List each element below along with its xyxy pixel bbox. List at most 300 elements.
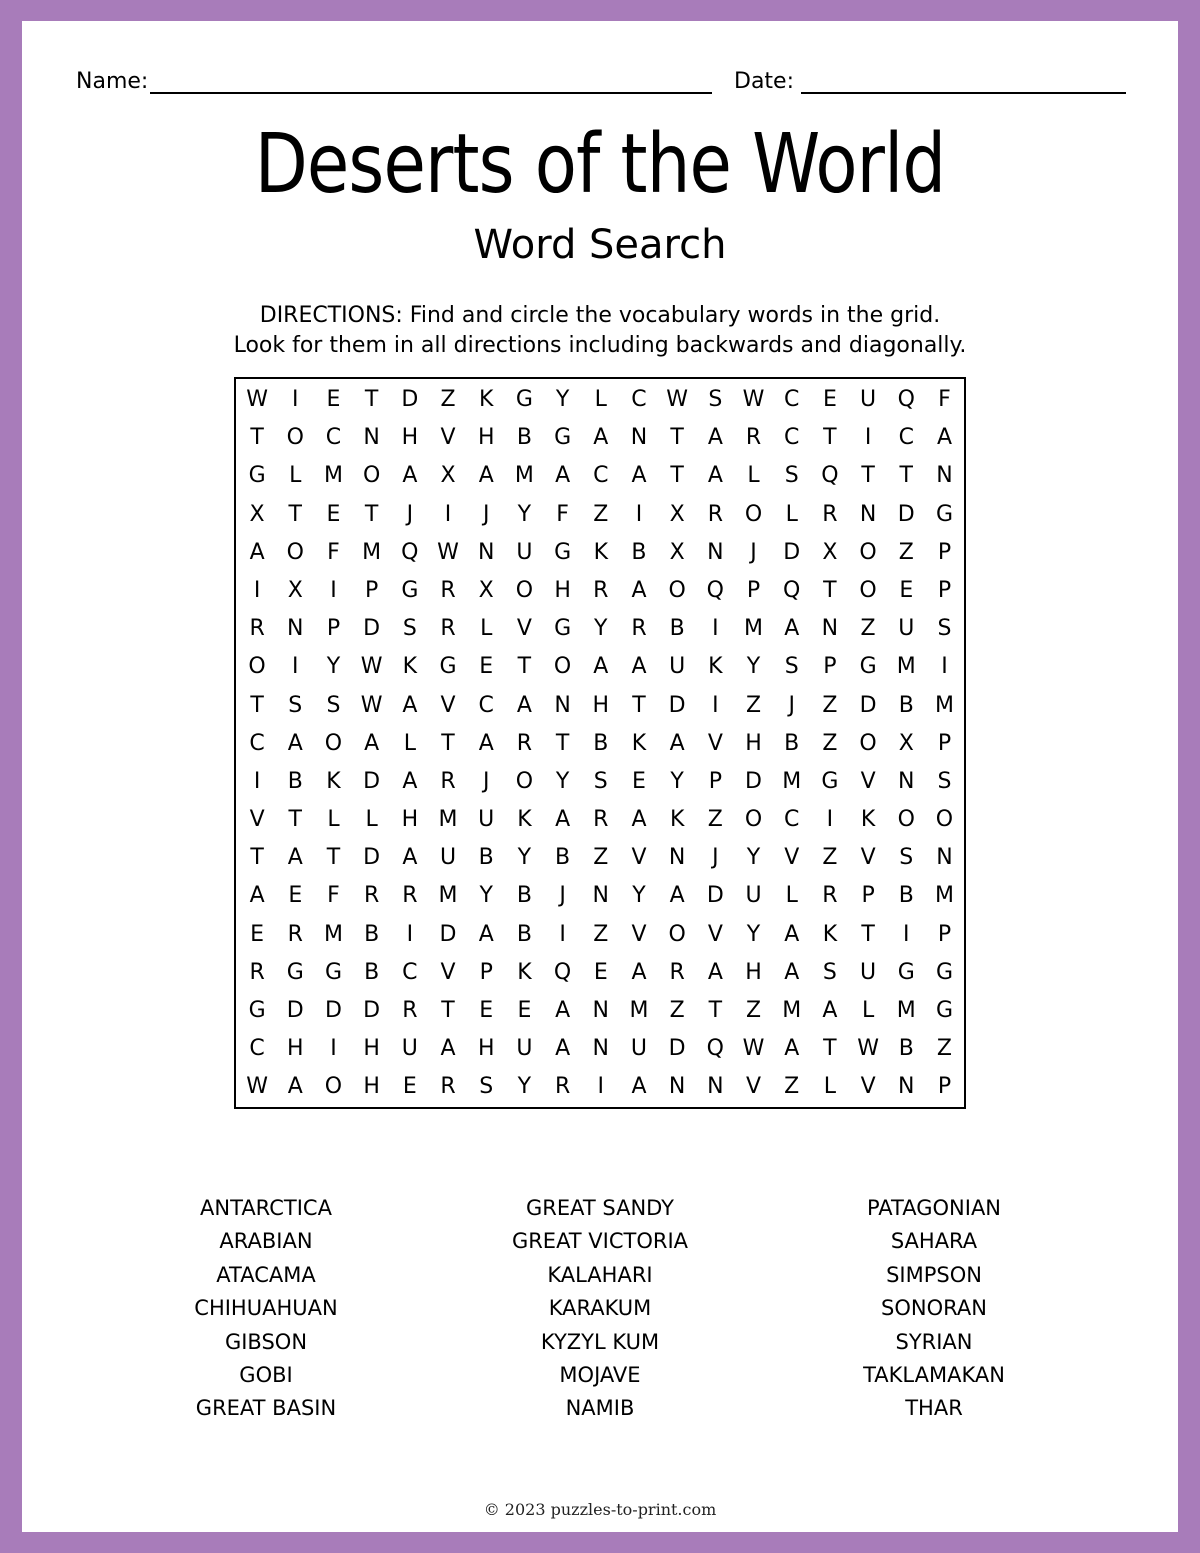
grid-letter: W — [437, 539, 459, 565]
grid-letter: S — [784, 654, 799, 680]
grid-letter: N — [287, 616, 304, 642]
grid-letter: M — [744, 616, 764, 642]
grid-letter: M — [782, 768, 802, 794]
grid-letter: A — [631, 654, 647, 680]
grid-letter: M — [782, 998, 802, 1023]
grid-letter: T — [861, 921, 875, 947]
grid-letter: O — [324, 1074, 343, 1100]
grid-letter: Y — [746, 654, 761, 680]
grid-letter: T — [823, 577, 837, 603]
grid-letter: O — [859, 539, 877, 565]
grid-letter: R — [516, 730, 533, 756]
grid-letter: I — [597, 1074, 605, 1100]
grid-letter: U — [630, 1036, 648, 1062]
grid-letter: C — [631, 387, 647, 412]
grid-letter: P — [326, 616, 341, 642]
grid-letter: R — [364, 883, 380, 909]
grid-letter: G — [439, 654, 457, 680]
word-list-item: TAKLAMAKAN — [863, 1363, 1005, 1388]
grid-letter: D — [363, 845, 381, 871]
grid-letter: S — [822, 959, 837, 985]
grid-letter: N — [936, 463, 953, 489]
grid-letter: D — [363, 768, 381, 794]
grid-letter: R — [554, 1074, 571, 1100]
grid-letter: S — [899, 845, 914, 871]
grid-letter: C — [593, 463, 609, 489]
grid-letter: N — [707, 539, 724, 565]
grid-letter: L — [403, 730, 416, 756]
grid-letter: E — [326, 387, 341, 412]
letter-grid — [238, 381, 964, 1107]
grid-letter: V — [249, 807, 265, 833]
grid-letter: T — [823, 1036, 837, 1062]
grid-letter: Z — [745, 998, 762, 1023]
grid-letter: A — [402, 692, 418, 718]
grid-letter: C — [784, 387, 800, 412]
grid-letter: T — [288, 501, 302, 527]
word-list-item: ARABIAN — [219, 1229, 313, 1254]
grid-letter: S — [479, 1074, 494, 1100]
grid-letter: Y — [517, 845, 532, 871]
grid-letter: A — [784, 616, 800, 642]
word-list-item: GOBI — [239, 1363, 293, 1388]
grid-letter: R — [822, 501, 838, 527]
grid-letter: R — [402, 883, 418, 909]
grid-letter: P — [746, 577, 761, 603]
grid-letter: D — [363, 998, 381, 1023]
grid-letter: E — [822, 387, 837, 412]
grid-letter: U — [669, 654, 686, 680]
grid-letter: I — [635, 501, 643, 527]
grid-letter: R — [440, 1074, 456, 1100]
grid-letter: R — [745, 425, 762, 451]
grid-letter: Y — [594, 616, 608, 642]
grid-letter: V — [860, 1074, 876, 1100]
grid-letter: T — [441, 998, 455, 1023]
grid-letter: B — [898, 692, 914, 718]
grid-letter: N — [477, 539, 495, 565]
grid-letter: M — [323, 921, 343, 947]
grid-letter: R — [707, 501, 723, 527]
grid-letter: U — [516, 539, 533, 565]
grid-letter: G — [554, 616, 572, 642]
grid-letter: L — [594, 387, 607, 412]
grid-letter: L — [480, 616, 493, 642]
grid-letter: M — [896, 998, 916, 1023]
grid-letter: O — [515, 577, 534, 603]
grid-letter: G — [897, 959, 915, 985]
grid-letter: I — [253, 577, 261, 603]
grid-letter: L — [861, 998, 875, 1023]
grid-letter: B — [478, 845, 494, 871]
word-list-item: ANTARCTICA — [200, 1196, 332, 1220]
grid-letter: N — [592, 883, 610, 909]
grid-letter: T — [670, 425, 684, 451]
grid-letter: Q — [401, 539, 419, 565]
grid-letter: T — [250, 425, 264, 451]
grid-letter: C — [402, 959, 418, 985]
grid-letter: S — [593, 768, 608, 794]
word-list-item: GIBSON — [224, 1329, 308, 1354]
grid-letter: N — [898, 1074, 915, 1100]
grid-letter: H — [363, 1036, 380, 1062]
grid-letter: K — [822, 921, 838, 947]
grid-letter: A — [364, 730, 380, 756]
grid-letter: X — [822, 539, 838, 565]
grid-letter: R — [822, 883, 838, 909]
grid-letter: M — [514, 463, 534, 489]
grid-letter: P — [937, 577, 952, 603]
grid-letter: A — [784, 921, 800, 947]
grid-letter: K — [669, 807, 685, 833]
page-subtitle: Word Search — [473, 222, 727, 268]
grid-letter: N — [859, 501, 877, 527]
grid-letter: Z — [822, 845, 838, 871]
grid-letter: F — [556, 501, 569, 527]
grid-letter: L — [785, 501, 798, 527]
word-list-item: GREAT VICTORIA — [511, 1229, 689, 1254]
grid-letter: U — [860, 959, 877, 985]
grid-letter: Z — [593, 845, 609, 871]
header-fields — [76, 64, 1126, 98]
grid-letter: V — [440, 692, 456, 718]
grid-letter: Y — [326, 654, 341, 680]
grid-letter: J — [559, 883, 566, 909]
grid-letter: Z — [745, 692, 762, 718]
grid-letter: E — [250, 921, 265, 947]
word-list-item: SAHARA — [890, 1229, 978, 1254]
word-list-column-1 — [116, 1192, 416, 1426]
grid-letter: T — [250, 692, 264, 718]
grid-letter: O — [859, 730, 877, 756]
grid-letter: K — [326, 768, 341, 794]
grid-letter: E — [402, 1074, 417, 1100]
grid-letter: T — [823, 425, 837, 451]
grid-letter: O — [515, 768, 534, 794]
grid-letter: N — [592, 1036, 610, 1062]
grid-letter: I — [712, 692, 719, 718]
grid-letter: K — [517, 807, 532, 833]
grid-letter: N — [592, 998, 610, 1023]
grid-letter: I — [826, 807, 834, 833]
grid-letter: R — [249, 616, 265, 642]
name-label: Name: — [76, 69, 149, 94]
grid-letter: I — [559, 921, 566, 947]
grid-letter: S — [708, 387, 723, 412]
grid-letter: C — [898, 425, 914, 451]
grid-letter: F — [327, 539, 340, 565]
grid-letter: T — [632, 692, 646, 718]
grid-letter: V — [631, 845, 647, 871]
grid-letter: H — [477, 425, 495, 451]
grid-letter: P — [479, 959, 493, 985]
grid-letter: A — [669, 883, 685, 909]
grid-letter: A — [784, 959, 800, 985]
grid-letter: E — [899, 577, 914, 603]
grid-letter: X — [669, 501, 685, 527]
grid-letter: F — [327, 883, 340, 909]
grid-letter: O — [935, 807, 954, 833]
grid-letter: H — [554, 577, 571, 603]
grid-letter: L — [823, 1074, 837, 1100]
grid-letter: S — [937, 616, 952, 642]
grid-letter: A — [478, 921, 494, 947]
grid-letter: J — [482, 501, 490, 527]
grid-letter: C — [249, 1036, 265, 1062]
grid-letter: O — [248, 654, 266, 680]
grid-letter: X — [287, 577, 303, 603]
grid-letter: T — [555, 730, 570, 756]
grid-letter: B — [593, 730, 609, 756]
grid-letter: B — [631, 539, 647, 565]
grid-letter: D — [668, 1036, 686, 1062]
grid-letter: O — [286, 425, 304, 451]
grid-letter: A — [402, 463, 418, 489]
grid-letter: H — [592, 692, 610, 718]
grid-letter: U — [401, 1036, 418, 1062]
grid-letter: G — [821, 768, 839, 794]
word-list-item: CHIHUAHUAN — [194, 1296, 338, 1321]
grid-letter: I — [330, 1036, 337, 1062]
grid-letter: A — [936, 425, 952, 451]
grid-letter: L — [747, 463, 760, 489]
grid-letter: S — [326, 692, 341, 718]
grid-letter: M — [934, 692, 954, 718]
grid-letter: A — [287, 730, 303, 756]
grid-letter: D — [706, 883, 724, 909]
grid-letter: B — [898, 1036, 914, 1062]
grid-letter: Y — [555, 387, 570, 412]
grid-letter: Z — [860, 616, 876, 642]
grid-letter: D — [439, 921, 457, 947]
grid-letter: Z — [593, 501, 609, 527]
grid-letter: V — [440, 425, 456, 451]
grid-letter: V — [516, 616, 532, 642]
grid-letter: O — [553, 654, 572, 680]
word-list-item: MOJAVE — [559, 1363, 641, 1388]
grid-letter: Y — [555, 768, 570, 794]
grid-letter: B — [555, 845, 571, 871]
grid-letter: K — [517, 959, 532, 985]
page-title: Deserts of the World — [254, 117, 946, 212]
grid-letter: X — [478, 577, 494, 603]
grid-letter: W — [857, 1036, 879, 1062]
grid-letter: A — [822, 998, 838, 1023]
grid-letter: I — [903, 921, 910, 947]
grid-letter: H — [287, 1036, 304, 1062]
word-list-item: KALAHARI — [547, 1262, 653, 1287]
grid-letter: E — [288, 883, 303, 909]
grid-letter: W — [742, 387, 765, 412]
grid-letter: D — [401, 387, 419, 412]
grid-letter: H — [401, 807, 419, 833]
grid-letter: Y — [746, 845, 761, 871]
grid-letter: D — [668, 692, 686, 718]
grid-letter: G — [286, 959, 304, 985]
grid-letter: J — [406, 501, 414, 527]
grid-letter: T — [441, 730, 455, 756]
copyright-footer: © 2023 puzzles-to-print.com — [483, 1500, 717, 1519]
grid-letter: S — [288, 692, 303, 718]
grid-letter: P — [937, 921, 952, 947]
grid-letter: I — [712, 616, 719, 642]
grid-letter: R — [440, 577, 456, 603]
grid-letter: I — [292, 387, 299, 412]
grid-letter: G — [248, 998, 266, 1023]
grid-letter: E — [326, 501, 341, 527]
grid-letter: E — [479, 654, 494, 680]
grid-letter: G — [554, 539, 572, 565]
grid-letter: V — [707, 730, 723, 756]
grid-letter: V — [784, 845, 800, 871]
grid-letter: G — [554, 425, 572, 451]
grid-letter: D — [363, 616, 381, 642]
grid-letter: P — [937, 1074, 952, 1100]
grid-letter: M — [438, 807, 458, 833]
grid-letter: W — [246, 1074, 268, 1100]
grid-letter: C — [249, 730, 265, 756]
grid-letter: G — [401, 577, 419, 603]
grid-letter: G — [515, 387, 533, 412]
grid-letter: N — [668, 845, 686, 871]
grid-letter: O — [668, 577, 686, 603]
grid-letter: Q — [706, 1036, 724, 1062]
grid-letter: U — [898, 616, 915, 642]
word-list-item: GREAT BASIN — [195, 1396, 337, 1421]
grid-letter: C — [784, 425, 800, 451]
grid-letter: D — [859, 692, 877, 718]
word-list-item: NAMIB — [565, 1396, 635, 1421]
grid-letter: O — [744, 807, 763, 833]
grid-letter: Z — [593, 921, 609, 947]
grid-letter: U — [516, 1036, 533, 1062]
grid-letter: A — [784, 1036, 800, 1062]
grid-letter: I — [864, 425, 872, 451]
word-list-item: SYRIAN — [895, 1329, 973, 1354]
grid-letter: A — [249, 883, 265, 909]
grid-letter: A — [478, 730, 494, 756]
grid-letter: W — [246, 387, 268, 412]
grid-letter: A — [555, 998, 571, 1023]
grid-letter: K — [402, 654, 418, 680]
grid-letter: T — [326, 845, 341, 871]
grid-letter: Y — [632, 883, 646, 909]
grid-letter: N — [630, 425, 648, 451]
grid-letter: B — [898, 883, 914, 909]
grid-letter: P — [708, 768, 722, 794]
grid-letter: H — [401, 425, 419, 451]
grid-letter: A — [287, 1074, 303, 1100]
grid-letter: R — [402, 998, 418, 1023]
grid-letter: U — [860, 387, 877, 412]
grid-letter: T — [517, 654, 532, 680]
grid-letter: K — [479, 387, 494, 412]
word-list-item: ATACAMA — [216, 1262, 316, 1287]
grid-letter: A — [631, 807, 647, 833]
grid-letter: C — [478, 692, 494, 718]
grid-letter: K — [860, 807, 876, 833]
directions-line-2: Look for them in all directions including backwards and diagonally. — [233, 333, 967, 358]
grid-letter: A — [669, 730, 685, 756]
grid-letter: I — [292, 654, 299, 680]
grid-letter: V — [631, 921, 647, 947]
grid-letter: O — [897, 807, 915, 833]
grid-letter: O — [668, 921, 686, 947]
grid-letter: W — [666, 387, 689, 412]
grid-letter: S — [937, 768, 952, 794]
grid-letter: A — [402, 845, 418, 871]
grid-letter: L — [327, 807, 340, 833]
word-list-item: KARAKUM — [548, 1296, 652, 1321]
grid-letter: A — [593, 425, 609, 451]
grid-letter: O — [859, 577, 877, 603]
grid-letter: T — [364, 387, 379, 412]
grid-letter: A — [516, 692, 532, 718]
grid-letter: N — [668, 1074, 686, 1100]
grid-letter: D — [324, 998, 342, 1023]
grid-letter: V — [707, 921, 723, 947]
grid-letter: B — [364, 959, 380, 985]
grid-letter: D — [783, 539, 801, 565]
grid-letter: A — [555, 1036, 571, 1062]
grid-letter: F — [938, 387, 951, 412]
grid-letter: N — [821, 616, 839, 642]
grid-letter: R — [631, 616, 647, 642]
grid-letter: R — [593, 577, 609, 603]
grid-letter: V — [860, 768, 876, 794]
grid-letter: A — [631, 1074, 647, 1100]
grid-letter: J — [788, 692, 795, 718]
grid-letter: S — [784, 463, 799, 489]
grid-letter: W — [742, 1036, 765, 1062]
grid-letter: K — [631, 730, 647, 756]
grid-letter: C — [784, 807, 800, 833]
word-list-item: KYZYL KUM — [540, 1329, 660, 1354]
grid-letter: I — [406, 921, 414, 947]
grid-letter: N — [898, 768, 915, 794]
grid-letter: A — [707, 463, 723, 489]
grid-letter: A — [402, 768, 418, 794]
grid-letter: K — [708, 654, 723, 680]
grid-letter: O — [324, 730, 343, 756]
grid-letter: D — [286, 998, 304, 1023]
grid-letter: E — [593, 959, 608, 985]
grid-letter: J — [750, 539, 757, 565]
grid-letter: I — [330, 577, 337, 603]
grid-letter: M — [323, 463, 343, 489]
grid-letter: A — [555, 463, 571, 489]
grid-letter: H — [745, 730, 762, 756]
grid-letter: I — [253, 768, 261, 794]
grid-letter: B — [516, 921, 532, 947]
grid-letter: J — [712, 845, 719, 871]
grid-letter: R — [287, 921, 303, 947]
grid-letter: Y — [479, 883, 493, 909]
grid-letter: E — [517, 998, 532, 1023]
grid-letter: Z — [784, 1074, 800, 1100]
grid-letter: A — [287, 845, 303, 871]
grid-letter: A — [249, 539, 265, 565]
word-list-item: PATAGONIAN — [866, 1196, 1002, 1220]
grid-letter: M — [362, 539, 382, 565]
grid-letter: R — [440, 616, 456, 642]
grid-letter: Z — [669, 998, 685, 1023]
grid-letter: B — [784, 730, 800, 756]
date-label: Date: — [734, 69, 794, 94]
grid-letter: S — [402, 616, 417, 642]
grid-letter: Z — [822, 692, 838, 718]
grid-letter: A — [478, 463, 494, 489]
